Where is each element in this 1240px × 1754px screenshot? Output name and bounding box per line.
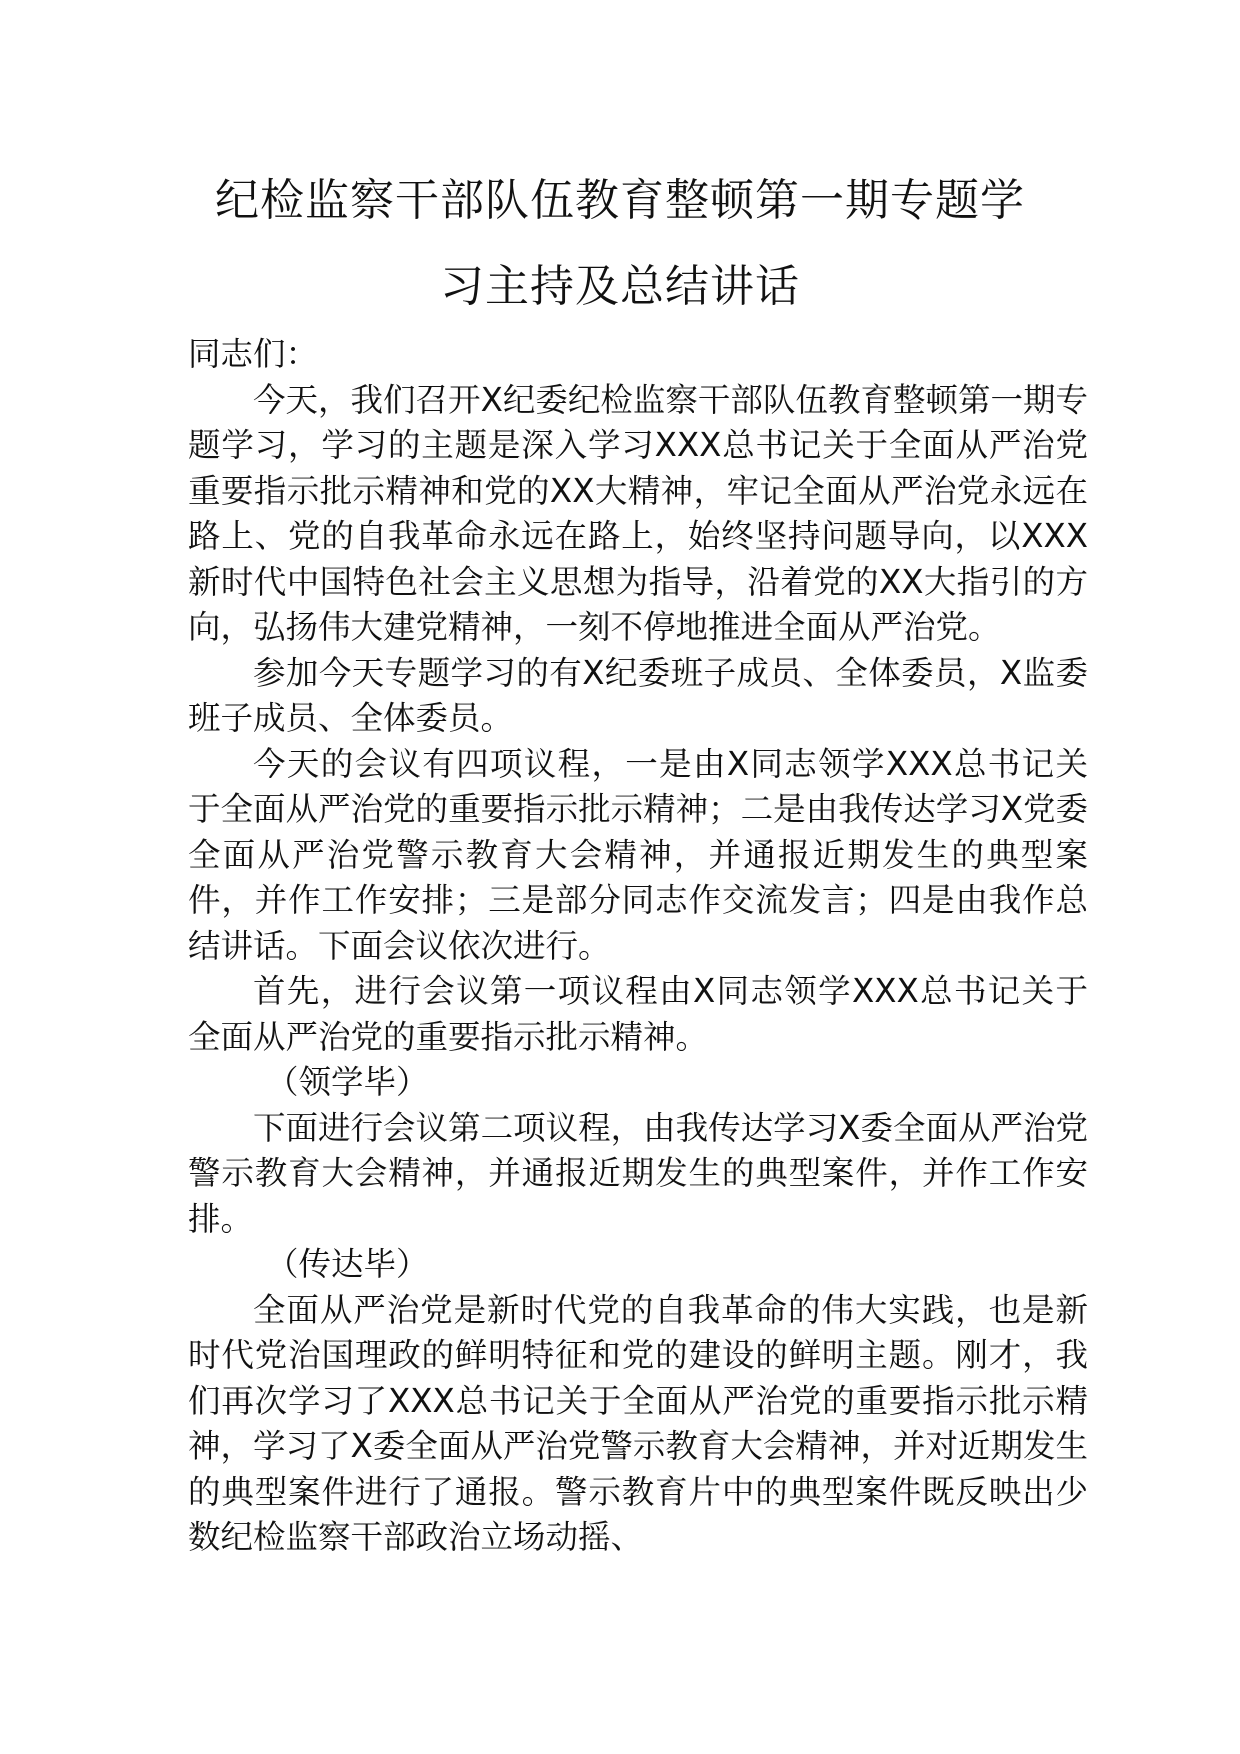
title-line-1: 纪检监察干部队伍教育整顿第一期专题学	[215, 175, 1025, 226]
paragraph-3: 今天的会议有四项议程，一是由X同志领学XXX总书记关于全面从严治党的重要指示批示精神；二是由我传达学习X党委全面从严治党警示教育大会精神，并通报近期发生的典型案件，并作工作安排；三是部分同志作交流发言；四是由我作总结讲话。下面会议依次进行。	[188, 744, 1088, 965]
title-line-2: 习主持及总结讲话	[440, 261, 800, 312]
paragraph-2: 参加今天专题学习的有X纪委班子成员、全体委员，X监委班子成员、全体委员。	[188, 653, 1088, 737]
paragraph-5: 下面进行会议第二项议程，由我传达学习X委全面从严治党警示教育大会精神，并通报近期发生的典型案件，并作工作安排。	[188, 1108, 1088, 1238]
salutation: 同志们：	[188, 335, 319, 373]
paragraph-1: 今天，我们召开X纪委纪检监察干部队伍教育整顿第一期专题学习，学习的主题是深入学习XXX总书记关于全面从严治党重要指示批示精神和党的XX大精神，牢记全面从严治党永远在路上、党的自我革命永远在路上，始终坚持问题导向，以XXX新时代中国特色社会主义思想为指导，沿着党的XX大指引的方向，弘扬伟大建党精神，一刻不停地推进全面从严治党。	[188, 380, 1088, 646]
aside-note-2: （传达毕）	[266, 1245, 429, 1283]
aside-note-1: （领学毕）	[266, 1063, 429, 1101]
document-body	[188, 332, 1088, 1561]
document-title	[150, 158, 1090, 330]
paragraph-4: 首先，进行会议第一项议程由X同志领学XXX总书记关于全面从严治党的重要指示批示精神。	[188, 972, 1088, 1056]
paragraph-6: 全面从严治党是新时代党的自我革命的伟大实践，也是新时代党治国理政的鲜明特征和党的建设的鲜明主题。刚才，我们再次学习了XXX总书记关于全面从严治党的重要指示批示精神，学习了X委全面从严治党警示教育大会精神，并对近期发生的典型案件进行了通报。警示教育片中的典型案件既反映出少数纪检监察干部政治立场动摇、	[188, 1290, 1088, 1556]
